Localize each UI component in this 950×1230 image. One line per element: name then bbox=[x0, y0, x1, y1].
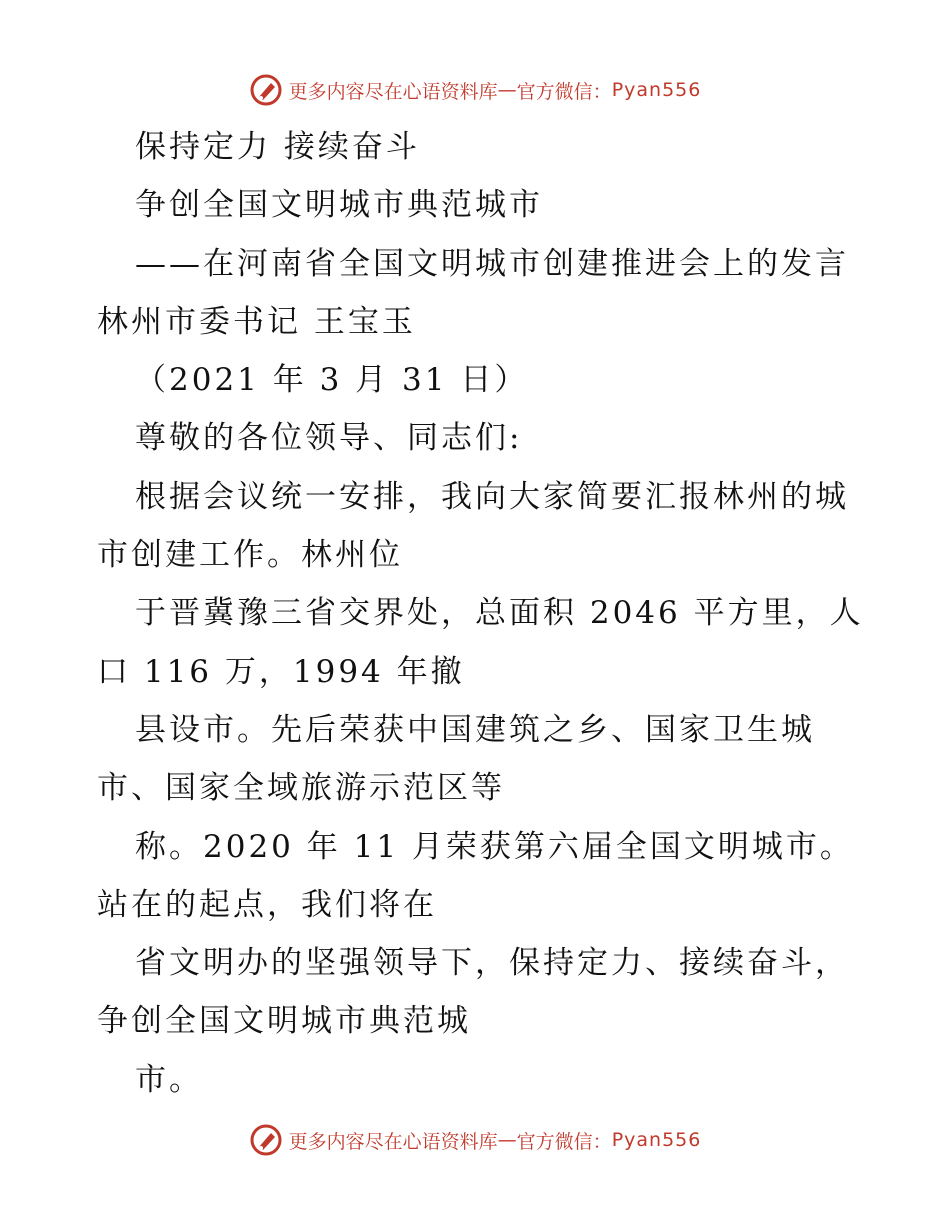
doc-paragraph-line: 省文明办的坚强领导下，保持定力、接续奋斗， bbox=[135, 945, 849, 982]
banner-wechat-label: 官方微信： bbox=[516, 1130, 612, 1153]
doc-paragraph-line: 称。2020 年 11 月荣获第六届全国文明城市。 bbox=[135, 828, 854, 865]
banner-wechat-id: Pyan556 bbox=[611, 1129, 702, 1151]
banner-wechat-id: Pyan556 bbox=[611, 79, 702, 101]
doc-salutation: 尊敬的各位领导、同志们: bbox=[135, 420, 523, 457]
doc-paragraph-line: 县设市。先后荣获中国建筑之乡、国家卫生城 bbox=[135, 711, 815, 748]
doc-paragraph-line: 站在的起点，我们将在 bbox=[97, 886, 437, 923]
header-watermark-banner bbox=[0, 72, 950, 108]
banner-main-text: 更多内容尽在心语资料库 bbox=[288, 1130, 498, 1153]
banner-separator: — bbox=[497, 1129, 517, 1151]
footer-watermark-banner bbox=[0, 1122, 950, 1158]
doc-title-line-2: 争创全国文明城市典范城市 bbox=[135, 187, 543, 224]
banner-separator: — bbox=[497, 79, 517, 101]
doc-paragraph-line: 市、国家全域旅游示范区等 bbox=[97, 770, 505, 807]
doc-paragraph-line: 于晋冀豫三省交界处，总面积 2046 平方里，人 bbox=[135, 595, 864, 632]
doc-paragraph-line: 市创建工作。林州位 bbox=[97, 537, 403, 574]
document-body bbox=[97, 118, 864, 1109]
banner-wechat-label: 官方微信： bbox=[516, 80, 612, 103]
doc-date: （2021 年 3 月 31 日） bbox=[135, 362, 529, 399]
doc-title-line-1: 保持定力 接续奋斗 bbox=[135, 129, 420, 165]
doc-paragraph-line: 市。 bbox=[135, 1061, 203, 1098]
pen-nib-logo-icon bbox=[249, 73, 283, 107]
banner-main-text: 更多内容尽在心语资料库 bbox=[288, 80, 498, 103]
doc-paragraph-line: 口 116 万，1994 年撤 bbox=[97, 653, 465, 690]
doc-subtitle: ——在河南省全国文明城市创建推进会上的发言 bbox=[135, 245, 849, 282]
pen-nib-logo-icon bbox=[249, 1123, 283, 1157]
doc-author: 林州市委书记 王宝玉 bbox=[97, 303, 416, 340]
doc-paragraph-line: 争创全国文明城市典范城 bbox=[97, 1003, 471, 1040]
doc-paragraph-line: 根据会议统一安排，我向大家简要汇报林州的城 bbox=[135, 478, 849, 515]
